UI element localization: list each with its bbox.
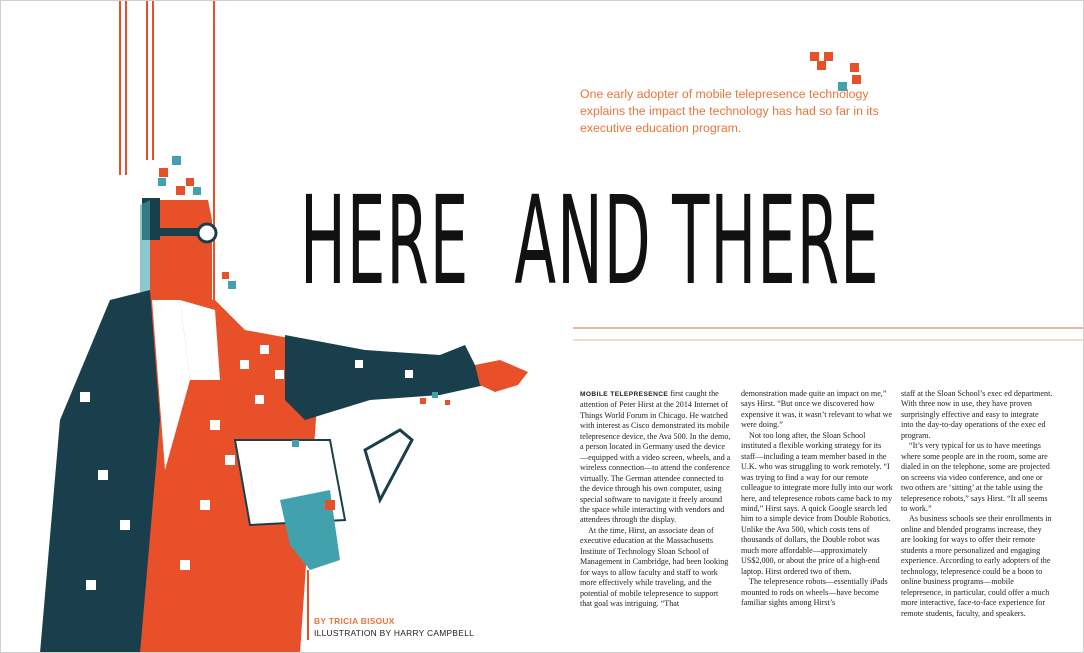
body-column-3 [901,389,1053,619]
body-column-2 [741,389,893,609]
divider-rule-light [573,339,1084,341]
paragraph: Not too long after, the Sloan School instituted a flexible working strategy for its staff—including a team member based in the U.K. who was struggling to work remotely. “I was trying to find a way for our remote colleague to integrate more fully into our work here, and telepresence robots came back to my mind,” Hirst says. A quick Google search led him to a simple device from Double Robotics. Unlike the Ava 500, which costs tens of thousands of dollars, the Double robot was much more affordable—approximately US$2,000, or about the price of a high-end laptop. Hirst ordered two of them. [741,430,893,576]
headline-word-and-there: AND THERE [514,170,880,312]
paragraph: MOBILE TELEPRESENCE first caught the attention of Peter Hirst at the 2014 Internet of Things World Forum in Chicago. He watched with interest as Cisco demonstrated its mobile telepresence device, the Ava 500. In the demo, a person located in Germany used the device—equipped with a video screen, wheels, and a wireless connection—to attend the conference virtually. The German attendee connected to the device through his own computer, using special software to navigate it freely around the space while interacting with vendors and attendees through the display. [580,389,731,525]
paragraph: staff at the Sloan School’s exec ed department. With three now in use, they have proven surprisingly effective and easy to integrate into the day-to-day operations of the exec ed program. [901,389,1053,440]
illustrator-credit: ILLUSTRATION BY HARRY CAMPBELL [314,628,475,638]
paragraph: demonstration made quite an impact on me,” says Hirst. “But once we discovered how expensive it was, it wasn’t relevant to what we were doing.” [741,389,893,430]
paragraph: “It’s very typical for us to have meetings where some people are in the room, some are dialed in on the telephone, some are projected on screens via video conference, and one or two others are ‘sitting’ at the table using the telepresence robots,” says Hirst. “It all seems to work.” [901,441,1050,513]
author-credit: BY TRICIA BISOUX [314,616,395,626]
paragraph: As business schools see their enrollments in online and blended programs increase, they are looking for ways to offer their remote students a more personalized and engaging experience. According to early adopters of the technology, telepresence could be a boon to online business programs—mobile telepresence, in particular, could offer a much more interactive, face-to-face experience for remote students, faculty, and speakers. [901,514,1052,618]
headline-word-here: HERE [300,170,470,312]
headline [300,170,880,312]
paragraph: The telepresence robots—essentially iPads mounted to rods on wheels—have become familiar sights among Hirst’s [741,577,888,608]
body-column-1 [580,389,732,610]
deck-text: One early adopter of mobile telepresence technology explains the impact the technology has had so far in its executive education program. [580,87,879,135]
byline [314,615,474,639]
paragraph: At the time, Hirst, an associate dean of executive education at the Massachusetts Institute of Technology Sloan School of Management in Cambridge, had been looking for ways to allow faculty and staff to work more effectively while traveling, and the potential of mobile telepresence to support that goal was intriguing. “That [580,525,729,609]
kicker: MOBILE TELEPRESENCE [580,391,669,398]
divider-rule [573,327,1084,329]
